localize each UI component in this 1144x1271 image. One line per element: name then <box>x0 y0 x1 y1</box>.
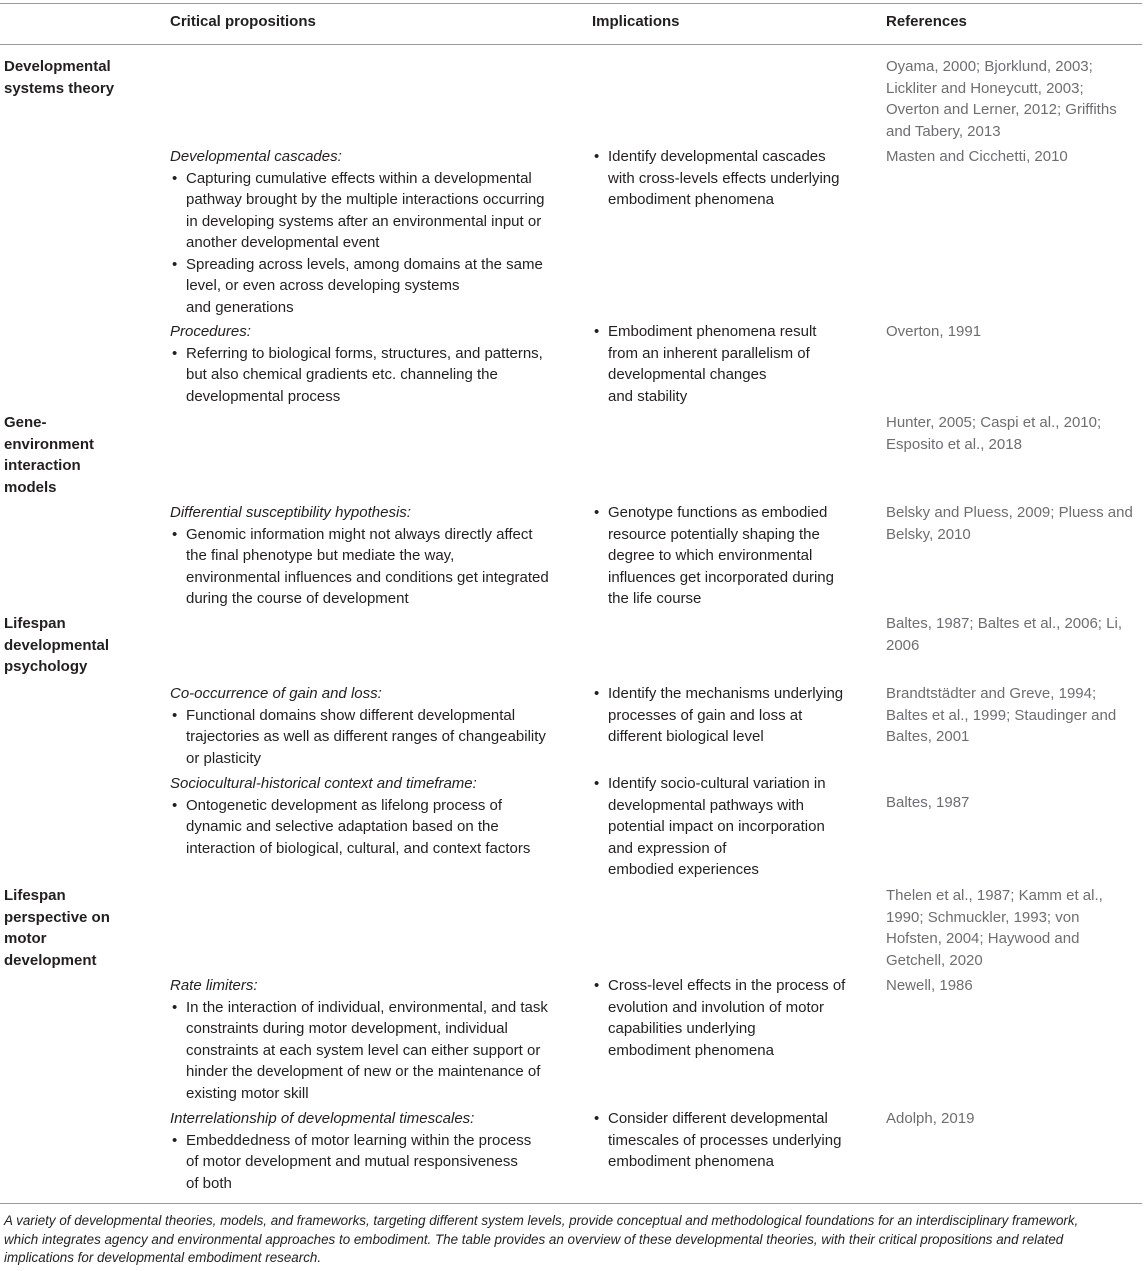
theory-references <box>886 613 1142 656</box>
bullet-dot: • <box>172 706 178 724</box>
header-implications: Implications <box>592 13 680 30</box>
proposition-bullet <box>170 997 570 1105</box>
caption-line: which integrates agency and environmental approaches to embodiment. The table provides an overview of these developmental theories, with their critical propositions and related <box>4 1231 1064 1247</box>
bullet-line: developmental process <box>186 387 341 405</box>
bullet-line: in developing systems after an environmental input or <box>186 212 542 230</box>
reference-line: Adolph, 2019 <box>886 1110 975 1127</box>
implication-bullet <box>592 773 852 881</box>
reference-line: Overton, 1991 <box>886 323 982 340</box>
reference-line: Brandtstädter and Greve, 1994; <box>886 685 1097 702</box>
proposition-title: Rate limiters: <box>170 977 258 994</box>
proposition-cell <box>170 146 570 318</box>
theory-references <box>886 885 1142 971</box>
theory-references <box>886 412 1142 455</box>
row-references <box>886 975 1142 997</box>
bullet-line: Ontogenetic development as lifelong process of <box>186 796 503 814</box>
reference-line: Masten and Cicchetti, 2010 <box>886 148 1068 165</box>
bullet-line: dynamic and selective adaptation based on the <box>186 818 499 835</box>
bullet-line: Capturing cumulative effects within a developmental <box>186 169 532 187</box>
reference-line: and Tabery, 2013 <box>886 122 1001 140</box>
bullet-line: with cross-levels effects underlying <box>608 169 840 187</box>
proposition-cell <box>170 975 570 1104</box>
bullet-line: trajectories as well as different ranges of changeability <box>186 728 546 745</box>
bullet-dot: • <box>594 685 600 702</box>
row-references <box>886 683 1142 748</box>
reference-line: Hofsten, 2004; Haywood and <box>886 930 1080 947</box>
bullet-line: degree to which environmental <box>608 547 813 564</box>
reference-line: Baltes et al., 1999; Staudinger and <box>886 706 1117 724</box>
reference-line: Esposito et al., 2018 <box>886 435 1022 453</box>
bullet-line: Embodiment phenomena result <box>608 323 817 340</box>
implication-cell <box>592 502 852 610</box>
bullet-line: hinder the development of new or the maintenance of <box>186 1063 541 1080</box>
theory-name-line: Gene- <box>4 414 47 431</box>
bullet-dot: • <box>172 796 178 814</box>
bullet-line: developmental pathways with <box>608 796 804 814</box>
implication-bullet <box>592 321 852 407</box>
bullet-dot: • <box>172 1131 178 1149</box>
bullet-line: from an inherent parallelism of <box>608 344 810 362</box>
bullet-line: Spreading across levels, among domains at the same <box>186 255 543 273</box>
bullet-dot: • <box>172 255 178 273</box>
theory-name-line: motor <box>4 930 47 947</box>
header-propositions: Critical propositions <box>170 13 316 30</box>
row-references <box>886 1108 1142 1130</box>
implication-cell <box>592 1108 852 1173</box>
theory-name-line: interaction <box>4 457 81 474</box>
theory-name-line: Lifespan <box>4 887 66 904</box>
theory-name <box>4 613 154 678</box>
reference-line: Newell, 1986 <box>886 977 973 994</box>
proposition-cell <box>170 321 570 407</box>
proposition-bullet <box>170 524 570 610</box>
bullet-line: Genotype functions as embodied <box>608 504 828 521</box>
bullet-line: the final phenotype but mediate the way, <box>186 547 455 564</box>
theory-name-line: developmental <box>4 636 110 654</box>
caption-line: A variety of developmental theories, models, and frameworks, targeting different system levels, provide conceptual and methodological foundations for an interdisciplinary framework, <box>4 1213 1079 1228</box>
reference-line: 1990; Schmuckler, 1993; von <box>886 908 1080 926</box>
proposition-cell <box>170 773 570 859</box>
row-references <box>886 146 1142 168</box>
row-references <box>886 502 1142 545</box>
bullet-line: embodiment phenomena <box>608 1041 774 1059</box>
reference-line: Oyama, 2000; Bjorklund, 2003; <box>886 58 1093 75</box>
implication-cell <box>592 146 852 211</box>
reference-line: Baltes, 1987; Baltes et al., 2006; Li, <box>886 615 1122 632</box>
reference-line: Baltes, 1987 <box>886 794 970 811</box>
bullet-line: Cross-level effects in the process of <box>608 977 846 994</box>
bullet-dot: • <box>594 323 600 340</box>
table-bottom-rule <box>0 1203 1142 1204</box>
bullet-dot: • <box>594 775 600 792</box>
proposition-cell <box>170 683 570 769</box>
theory-name <box>4 412 154 498</box>
theory-name-line: Lifespan <box>4 615 66 632</box>
implication-bullet <box>592 1108 852 1173</box>
bullet-line: pathway brought by the multiple interactions occurring <box>186 191 545 208</box>
bullet-line: and stability <box>608 387 688 405</box>
bullet-line: level, or even across developing systems <box>186 277 460 294</box>
theory-name-line: models <box>4 478 57 496</box>
row-references <box>886 792 1142 814</box>
theory-name-line: systems theory <box>4 79 115 97</box>
bullet-line: constraints during motor development, individual <box>186 1020 508 1037</box>
bullet-line: developmental changes <box>608 366 767 383</box>
bullet-dot: • <box>594 148 600 165</box>
implication-bullet <box>592 975 852 1061</box>
proposition-title: Developmental cascades: <box>170 148 342 165</box>
bullet-line: constraints at each system level can either support or <box>186 1041 541 1059</box>
proposition-title: Differential susceptibility hypothesis: <box>170 504 411 521</box>
bullet-line: during the course of development <box>186 590 409 607</box>
bullet-line: embodied experiences <box>608 861 759 878</box>
bullet-line: Identify socio-cultural variation in <box>608 775 826 792</box>
proposition-bullet <box>170 168 570 254</box>
proposition-bullet <box>170 254 570 319</box>
reference-line: Belsky and Pluess, 2009; Pluess and <box>886 504 1133 521</box>
table-top-rule <box>0 3 1142 4</box>
bullet-line: existing motor skill <box>186 1084 309 1102</box>
bullet-line: embodiment phenomena <box>608 191 774 208</box>
bullet-line: processes of gain and loss at <box>608 706 803 724</box>
bullet-line: Referring to biological forms, structures, and patterns, <box>186 344 543 362</box>
bullet-line: of both <box>186 1174 232 1192</box>
bullet-dot: • <box>172 998 178 1016</box>
proposition-cell <box>170 502 570 610</box>
bullet-line: Identify the mechanisms underlying <box>608 685 844 702</box>
proposition-title: Interrelationship of developmental timescales: <box>170 1110 475 1127</box>
proposition-bullet <box>170 705 570 770</box>
bullet-line: different biological level <box>608 728 764 745</box>
implication-cell <box>592 683 852 748</box>
reference-line: Getchell, 2020 <box>886 951 983 969</box>
reference-line: Hunter, 2005; Caspi et al., 2010; <box>886 414 1102 431</box>
bullet-line: Identify developmental cascades <box>608 148 826 165</box>
theory-name-line: development <box>4 951 97 969</box>
reference-line: Belsky, 2010 <box>886 525 971 543</box>
bullet-line: but also chemical gradients etc. channeling the <box>186 366 498 383</box>
theory-name-line: Developmental <box>4 58 111 75</box>
bullet-line: interaction of biological, cultural, and context factors <box>186 839 531 857</box>
theory-name-line: psychology <box>4 658 88 675</box>
bullet-line: timescales of processes underlying <box>608 1131 842 1149</box>
bullet-dot: • <box>172 344 178 362</box>
header-references: References <box>886 13 967 30</box>
bullet-line: evolution and involution of motor <box>608 998 824 1016</box>
bullet-line: Genomic information might not always directly affect <box>186 525 533 543</box>
implication-bullet <box>592 146 852 211</box>
bullet-dot: • <box>594 977 600 994</box>
header-rule <box>0 44 1142 45</box>
implication-cell <box>592 773 852 881</box>
bullet-line: capabilities underlying <box>608 1020 756 1037</box>
bullet-line: another developmental event <box>186 234 380 251</box>
bullet-line: potential impact on incorporation <box>608 818 825 835</box>
reference-line: Overton and Lerner, 2012; Griffiths <box>886 101 1117 118</box>
bullet-line: Embeddedness of motor learning within the process <box>186 1131 532 1149</box>
implication-cell <box>592 975 852 1061</box>
implication-bullet <box>592 502 852 610</box>
bullet-line: In the interaction of individual, environmental, and task <box>186 998 548 1016</box>
bullet-line: influences get incorporated during <box>608 568 834 586</box>
implication-cell <box>592 321 852 407</box>
proposition-title: Sociocultural-historical context and timeframe: <box>170 775 477 792</box>
theory-name <box>4 56 154 99</box>
proposition-bullet <box>170 1130 570 1195</box>
bullet-line: resource potentially shaping the <box>608 525 820 543</box>
theory-name <box>4 885 154 971</box>
bullet-line: and expression of <box>608 839 727 857</box>
bullet-line: and generations <box>186 298 294 316</box>
bullet-line: environmental influences and conditions get integrated <box>186 568 549 586</box>
table-caption <box>4 1212 1142 1268</box>
bullet-line: of motor development and mutual responsiveness <box>186 1153 518 1170</box>
bullet-dot: • <box>594 1110 600 1127</box>
proposition-bullet <box>170 343 570 408</box>
implication-bullet <box>592 683 852 748</box>
theory-name-line: perspective on <box>4 908 110 926</box>
reference-line: 2006 <box>886 636 920 654</box>
reference-line: Thelen et al., 1987; Kamm et al., <box>886 887 1103 904</box>
theory-name-line: environment <box>4 435 95 453</box>
bullet-line: embodiment phenomena <box>608 1153 774 1170</box>
proposition-title: Procedures: <box>170 323 251 340</box>
bullet-line: Consider different developmental <box>608 1110 828 1127</box>
reference-line: Baltes, 2001 <box>886 728 970 745</box>
bullet-line: the life course <box>608 590 702 607</box>
row-references <box>886 321 1142 343</box>
proposition-cell <box>170 1108 570 1194</box>
caption-line: implications for developmental embodiment research. <box>4 1250 322 1265</box>
bullet-dot: • <box>172 525 178 543</box>
theory-references <box>886 56 1142 142</box>
proposition-bullet <box>170 795 570 860</box>
bullet-line: Functional domains show different developmental <box>186 706 516 724</box>
proposition-title: Co-occurrence of gain and loss: <box>170 685 382 702</box>
bullet-line: or plasticity <box>186 749 262 767</box>
bullet-dot: • <box>594 504 600 521</box>
bullet-dot: • <box>172 169 178 187</box>
reference-line: Lickliter and Honeycutt, 2003; <box>886 79 1084 97</box>
